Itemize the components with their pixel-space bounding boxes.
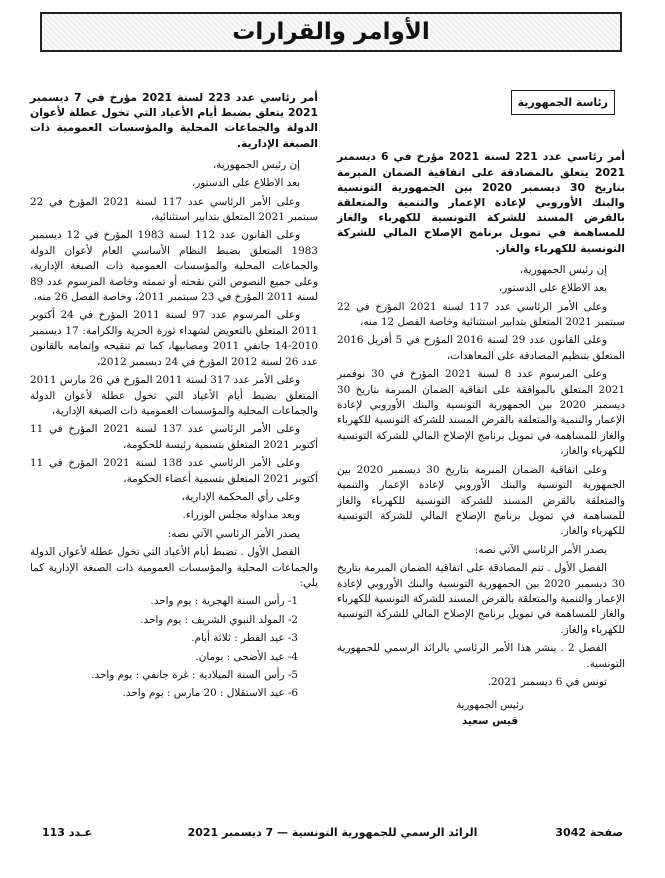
article-1: الفصل الأول . تتم المصادقة على اتفاقية الضمان المبرمة بتاريخ 30 ديسمبر 2020 بين الجمهورية التونسية والبنك الأوروبي لإعادة الإعمار والتنمية والمتعلقة بالقرض المسند للشركة التونسية للكهرباء والغاز للمساهمة في تمويل برنامج الإصلاح المالي للشركة التونسية للكهرباء والغاز. bbox=[337, 562, 625, 636]
issue-number: عـدد 113 bbox=[42, 826, 93, 839]
issues-statement: يصدر الأمر الرئاسي الآتي نصه: bbox=[474, 543, 607, 556]
article-2: الفصل 2 . ينشر هذا الأمر الرئاسي بالرائد الرسمي للجمهورية التونسية. bbox=[337, 642, 625, 670]
list-item: 1- رأس السنة الهجرية : يوم واحد. bbox=[150, 595, 298, 608]
list-item: 2- المولد النبوي الشريف : يوم واحد. bbox=[140, 613, 298, 626]
preamble-paragraph: وعلى القانون عدد 29 لسنة 2016 المؤرخ في 5 أفريل 2016 المتعلق بتنظيم المصادقة على المعاهدات، bbox=[337, 334, 625, 362]
decree-223-title: أمر رئاسي عدد 223 لسنة 2021 مؤرخ في 7 ديسمبر 2021 يتعلق بضبط أيام الأعياد التي تخول عطلة لأعوان الدولة والجماعات المحلية والمؤسسات العمومية ذات الصبغة الإدارية. bbox=[30, 91, 318, 150]
preamble-president: إن رئيس الجمهورية، bbox=[519, 263, 607, 276]
preamble-constitution: بعد الاطلاع على الدستور، bbox=[191, 177, 300, 190]
page-title: الأوامر والقرارات bbox=[232, 19, 430, 45]
list-item: 4- عيد الأضحى : يومان. bbox=[195, 650, 298, 663]
preamble-paragraph: وعلى الأمر الرئاسي عدد 137 لسنة 2021 المؤرخ في 11 أكتوبر 2021 المتعلق بتسمية رئيسة للحكومة، bbox=[30, 423, 318, 451]
preamble-president: إن رئيس الجمهورية، bbox=[212, 158, 300, 171]
preamble-paragraph: وعلى الأمر الرئاسي عدد 117 لسنة 2021 المؤرخ في 22 سبتمبر 2021 المتعلق بتدابير استثنائية وخاصة الفصل 12 منه، bbox=[337, 300, 625, 329]
decree-221-title: أمر رئاسي عدد 221 لسنة 2021 مؤرخ في 6 ديسمبر 2021 يتعلق بالمصادقة على اتفاقية الضمان المبرمة بتاريخ 30 ديسمبر 2020 بين الجمهورية التونسية والبنك الأوروبي لإعادة الإعمار والتنمية والمتعلقة بالقرض المسند للشركة التونسية للكهرباء والغاز للمساهمة في تمويل برنامج الإصلاح المالي للشركة التونسية للكهرباء والغاز. bbox=[337, 150, 625, 255]
preamble-paragraph: وعلى رأي المحكمة الإدارية، bbox=[181, 490, 300, 503]
preamble-paragraph: وبعد مداولة مجلس الوزراء. bbox=[182, 509, 300, 522]
preamble-paragraph: وعلى اتفاقية الضمان المبرمة بتاريخ 30 ديسمبر 2020 بين الجمهورية التونسية والبنك الأوروبي لإعادة الإعمار والتنمية والمتعلقة بالقرض المسند للشركة التونسية للكهرباء والغاز للمساهمة في تمويل برنامج الإصلاح المالي للشركة التونسية للكهرباء والغاز. bbox=[337, 463, 625, 538]
list-item: 6- عيد الاستقلال : 20 مارس : يوم واحد. bbox=[122, 687, 298, 700]
preamble-constitution: بعد الاطلاع على الدستور، bbox=[498, 282, 607, 295]
list-item: 3- عيد الفطر : ثلاثة أيام. bbox=[191, 632, 298, 645]
preamble-paragraph: وعلى الأمر الرئاسي عدد 138 لسنة 2021 المؤرخ في 11 أكتوبر 2021 المتعلق بتسمية أعضاء الحكومة، bbox=[30, 457, 318, 485]
journal-name: الرائد الرسمي للجمهورية التونسية — 7 ديسمبر 2021 bbox=[187, 826, 478, 839]
date-place: تونس في 6 ديسمبر 2021. bbox=[487, 675, 607, 688]
preamble-paragraph: وعلى المرسوم عدد 97 لسنة 2011 المؤرخ في 24 أكتوبر 2011 المتعلق بالتعويض لشهداء ثورة الحرية والكرامة: 17 ديسمبر 2010-14 جانفي 2011 ومصابيها، كما تم تنقيحه وإتمامه بالقانون عدد 26 لسنة 2012 المؤرخ في 24 ديسمبر 2012، bbox=[30, 309, 318, 368]
preamble-paragraph: وعلى القانون عدد 112 لسنة 1983 المؤرخ في 12 ديسمبر 1983 المتعلق بضبط النظام الأساسي العام لأعوان الدولة والجماعات المحلية والمؤسسات العمومية ذات الصبغة الإدارية، وعلى جميع النصوص التي نقحته أو تممته وخاصة المرسوم عدد 89 لسنة 2011 المؤرخ في 23 سبتمبر 2011، وخاصة الفصل 26 منه، bbox=[30, 229, 318, 304]
signature-title: رئيس الجمهورية bbox=[456, 700, 524, 712]
holiday-list bbox=[30, 594, 318, 701]
page-title-banner bbox=[40, 12, 622, 52]
preamble-paragraph: وعلى المرسوم عدد 8 لسنة 2021 المؤرخ في 30 نوفمبر 2021 المتعلق بالموافقة على اتفاقية الضمان المبرمة بتاريخ 30 ديسمبر 2020 بين الجمهورية التونسية والبنك الأوروبي لإعادة الإعمار والتنمية والمتعلقة بالقرض المسند للشركة التونسية للكهرباء والغاز للمساهمة في تمويل برنامج الإصلاح المالي للشركة التونسية للكهرباء والغاز، bbox=[337, 368, 625, 458]
signature-name: قيس سعيد bbox=[461, 714, 519, 727]
preamble-paragraph: وعلى الأمر الرئاسي عدد 117 لسنة 2021 المؤرخ في 22 سبتمبر 2021 المتعلق بتدابير استثنائية، bbox=[30, 195, 318, 224]
article-1: الفصل الأول . تضبط أيام الأعياد التي تخول عطلة لأعوان الدولة والجماعات المحلية والمؤسسات العمومية ذات الصبغة الإدارية كما يلي: bbox=[30, 546, 318, 589]
left-column bbox=[30, 90, 318, 705]
section-label: رئاسة الجمهورية bbox=[511, 90, 615, 115]
signature-block bbox=[435, 698, 545, 729]
page-number: صفحة 3042 bbox=[555, 826, 623, 839]
list-item: 5- رأس السنة الميلادية : غرة جانفي : يوم واحد. bbox=[91, 669, 298, 681]
page-footer bbox=[42, 826, 623, 842]
preamble-paragraph: وعلى الأمر عدد 317 لسنة 2011 المؤرخ في 26 مارس 2011 المتعلق بضبط أيام الأعياد التي تخول عطلة لأعوان الدولة والجماعات المحلية والمؤسسات العمومية ذات الصبغة الإدارية، bbox=[30, 374, 318, 417]
right-column bbox=[337, 90, 625, 729]
issues-statement: يصدر الأمر الرئاسي الآتي نصه: bbox=[167, 527, 300, 540]
